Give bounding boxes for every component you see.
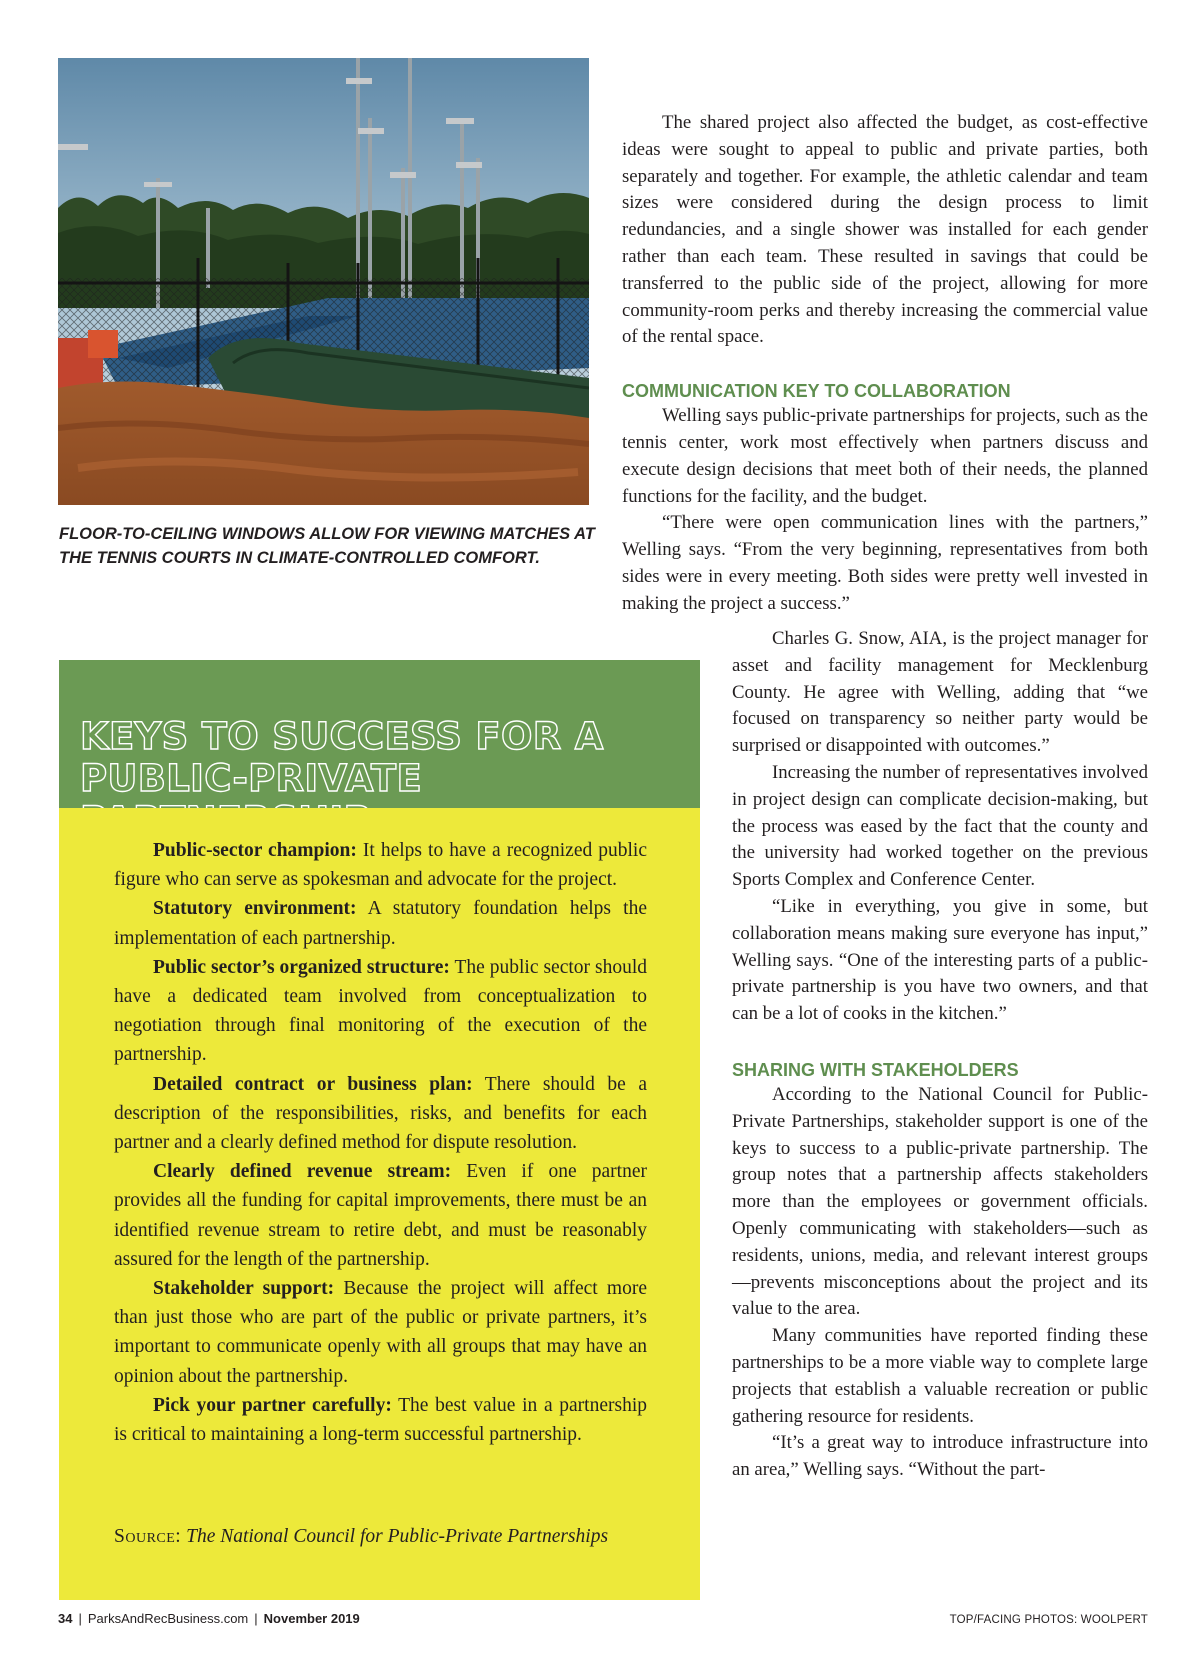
- article-paragraph: Welling says public-private partnerships for projects, such as the tennis center, work most effectively when partners discuss and execute design decisions that meet both of their needs, the planned functions for the facility, and the budget.: [622, 405, 1148, 507]
- article-paragraph: Charles G. Snow, AIA, is the project manager for asset and facility management for Mecklenburg County. He agree with Welling, adding that “we focused on transparency so neither party would be surprised or disappointed with outcomes.”: [732, 628, 1148, 757]
- tennis-court-photo-illustration: [58, 58, 589, 505]
- sidebar-item: [114, 836, 647, 894]
- sidebar-item: [114, 1391, 647, 1449]
- sidebar-item-text: There should be a description of the responsibilities, risks, and benefits for each partner and a clearly defined method for dispute resolution.: [114, 1073, 647, 1154]
- article-paragraph: The shared project also affected the budget, as cost-effective ideas were sought to appeal to public and private parties, both separately and together. For example, the athletic calendar and team sizes were considered during the design process to limit redundancies, and a single shower was installed for each gender rather than each team. These resulted in savings that could be transferred to the public side of the project, allowing for more community-room perks and thereby increasing the commercial value of the rental space.: [622, 112, 1148, 348]
- sidebar-source: [114, 1523, 674, 1551]
- sidebar-item: [114, 1070, 647, 1158]
- sidebar-body: [59, 808, 700, 1600]
- section-heading-communication: COMMUNICATION KEY TO COLLABORATION: [622, 381, 1011, 402]
- sidebar-list: [114, 836, 647, 1449]
- sidebar-item-term: Clearly defined revenue stream:: [153, 1161, 452, 1183]
- sidebar-item-text: The best value in a partnership is critical to maintaining a long-term successful partnership.: [114, 1394, 647, 1446]
- footer-issue-date: November 2019: [263, 1611, 360, 1626]
- page-number: 34: [58, 1611, 73, 1626]
- footer-divider: |: [254, 1611, 258, 1626]
- sidebar-item-term: Public-sector champion:: [153, 840, 357, 861]
- sidebar-item-term: Detailed contract or business plan:: [153, 1073, 473, 1095]
- article-paragraph: “There were open communication lines with the partners,” Welling says. “From the very beginning, representatives from both sides were in every meeting. Both sides were pretty well invested in making the project a success.”: [622, 512, 1148, 614]
- section-heading-stakeholders: SHARING WITH STAKEHOLDERS: [732, 1059, 1019, 1080]
- article-paragraph: “It’s a great way to introduce infrastructure into an area,” Welling says. “Without the part-: [732, 1432, 1148, 1481]
- article-paragraph: Many communities have reported finding these partnerships to be a more viable way to complete large projects that establish a valuable recreation or public gathering resource for residents.: [732, 1325, 1148, 1427]
- sidebar-item-term: Pick your partner carefully:: [153, 1394, 392, 1416]
- sidebar-item: [114, 894, 647, 952]
- sidebar-title: KEYS TO SUCCESS FOR A PUBLIC-PRIVATE: [80, 715, 604, 800]
- page-footer: [58, 1611, 360, 1627]
- photo-credit: TOP/FACING PHOTOS: WOOLPERT: [949, 1614, 1148, 1626]
- footer-website: ParksAndRecBusiness.com: [87, 1611, 249, 1626]
- sidebar-item-term: Statutory environment:: [153, 898, 357, 920]
- photo-caption: FLOOR-TO-CEILING WINDOWS ALLOW FOR VIEWING MATCHES AT THE TENNIS COURTS IN CLIMATE-CONTROLLED COMFORT.: [59, 525, 595, 567]
- sidebar-item: [114, 1274, 647, 1391]
- sidebar-item: [114, 953, 647, 1070]
- keys-to-success-sidebar: [59, 660, 700, 1600]
- article-column-lower: [732, 626, 1148, 1484]
- tennis-court-photo: [58, 58, 589, 505]
- sidebar-item-text: It helps to have a recognized public figure who can serve as spokesman and advocate for the project.: [114, 840, 647, 891]
- article-paragraph: Increasing the number of representatives involved in project design can complicate decision-making, but the process was eased by the fact that the county and the university had worked together on the previous Sports Complex and Conference Center.: [732, 761, 1149, 891]
- source-organization: The National Council for Public-Private Partnerships: [186, 1526, 609, 1547]
- sidebar-header: [59, 660, 700, 808]
- sidebar-item-text: The public sector should have a dedicated team involved from conceptualization to negotiation through final monitoring of the execution of the partnership.: [114, 956, 647, 1066]
- sidebar-item-text: Because the project will affect more than just those who are part of the public or private partners, it’s important to communicate openly with all groups that may have an opinion about the partnership.: [114, 1278, 647, 1387]
- sidebar-item-text: A statutory foundation helps the implementation of each partnership.: [114, 898, 648, 949]
- article-paragraph: “Like in everything, you give in some, but collaboration means making sure everyone has input,” Welling says. “One of the interesting parts of a public-private partnership is you have two owners, and that can be a lot of cooks in the kitchen.”: [732, 895, 1148, 1025]
- sidebar-item-term: Public sector’s organized structure:: [153, 956, 450, 978]
- source-label: Source:: [114, 1526, 182, 1547]
- sidebar-item-text: Even if one partner provides all the funding for capital improvements, there must be an identified revenue stream to retire debt, and must be reasonably assured for the length of the partnership.: [114, 1161, 647, 1270]
- sidebar-item-term: Stakeholder support:: [153, 1278, 335, 1300]
- footer-divider: |: [78, 1611, 82, 1626]
- sidebar-item: [114, 1157, 647, 1274]
- article-column-upper: [622, 110, 1148, 618]
- article-paragraph: According to the National Council for Public-Private Partnerships, stakeholder support is one of the keys to success to a public-private partnership. The group notes that a partnership affects stakeholders more than the employees or government officials. Openly communicating with stakeholders—such as residents, unions, media, and relevant interest groups—prevents misconceptions about the project and its value to the area.: [732, 1083, 1148, 1320]
